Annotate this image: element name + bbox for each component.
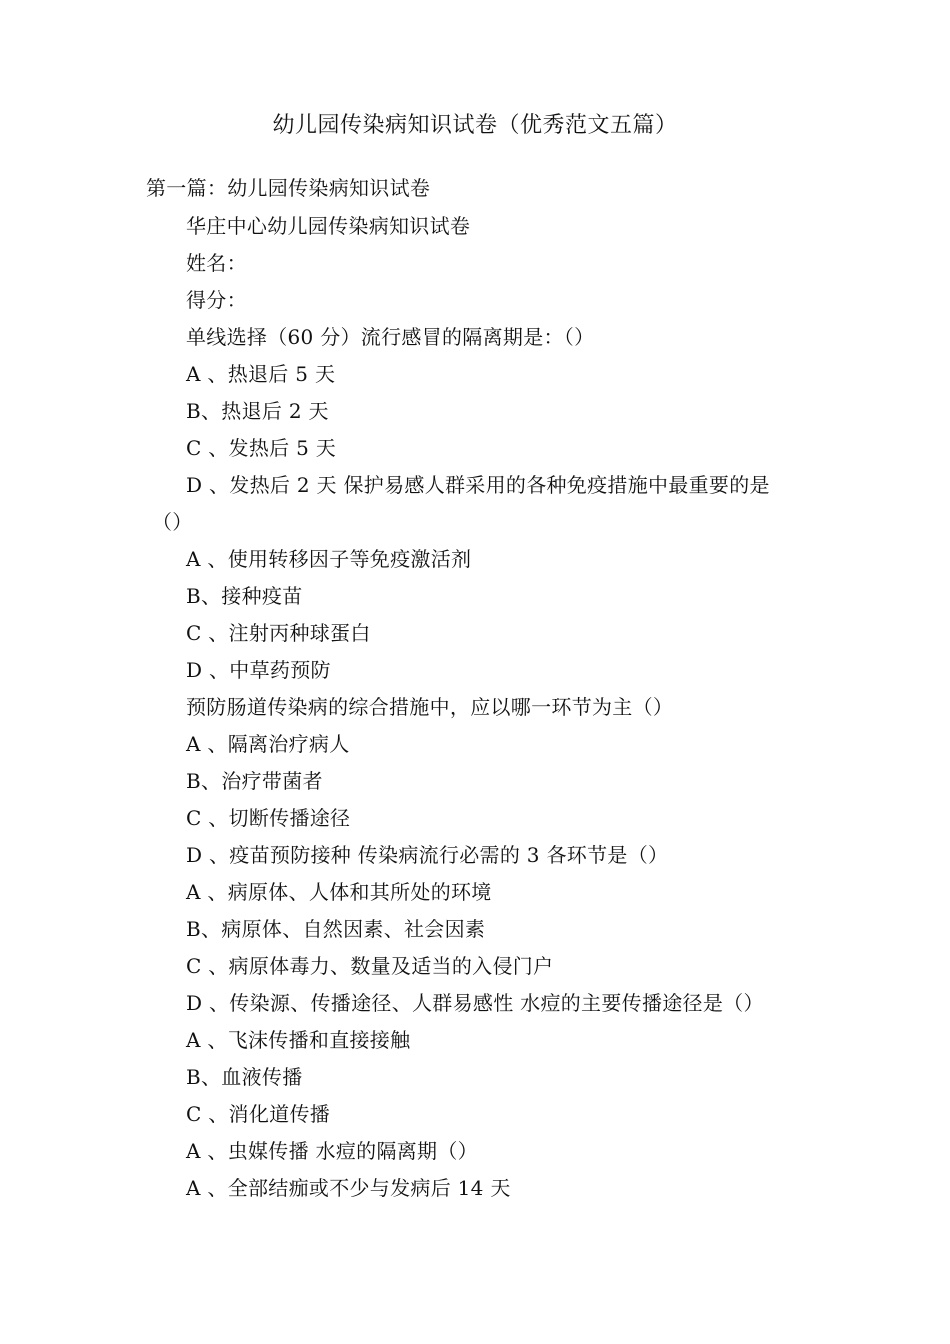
answer-option: C 、注射丙种球蛋白 xyxy=(186,621,371,645)
answer-option: A 、热退后 5 天 xyxy=(186,362,336,386)
text-line: 单线选择（60 分）流行感冒的隔离期是：（） xyxy=(186,325,595,349)
answer-option: A 、虫媒传播 水痘的隔离期（） xyxy=(186,1139,478,1163)
answer-option: C 、发热后 5 天 xyxy=(186,436,337,460)
answer-option: B、热退后 2 天 xyxy=(186,399,329,423)
answer-option: A 、飞沫传播和直接接触 xyxy=(186,1028,411,1052)
answer-option: B、血液传播 xyxy=(186,1065,303,1089)
section-heading: 第一篇：幼儿园传染病知识试卷 xyxy=(146,176,431,200)
text-line: 华庄中心幼儿园传染病知识试卷 xyxy=(186,214,471,238)
answer-option: B、病原体、自然因素、社会因素 xyxy=(186,917,486,941)
answer-option: D 、传染源、传播途径、人群易感性 水痘的主要传播途径是（） xyxy=(186,991,764,1015)
text-line: 姓名： xyxy=(186,251,247,275)
answer-option: A 、病原体、人体和其所处的环境 xyxy=(186,880,492,904)
answer-option: C 、切断传播途径 xyxy=(186,806,351,830)
document-title: 幼儿园传染病知识试卷（优秀范文五篇） xyxy=(272,113,678,138)
answer-option: C 、病原体毒力、数量及适当的入侵门户 xyxy=(186,954,554,978)
answer-option: D 、疫苗预防接种 传染病流行必需的 3 各环节是（） xyxy=(186,843,669,867)
answer-option: B、治疗带菌者 xyxy=(186,769,323,793)
text-line: （） xyxy=(152,510,193,534)
document-body xyxy=(146,208,816,1207)
answer-option: C 、消化道传播 xyxy=(186,1102,331,1126)
answer-option: D 、发热后 2 天 保护易感人群采用的各种免疫措施中最重要的是 xyxy=(186,473,770,497)
answer-option: B、接种疫苗 xyxy=(186,584,303,608)
text-line: 预防肠道传染病的综合措施中，应以哪一环节为主（） xyxy=(186,695,674,719)
answer-option: A 、隔离治疗病人 xyxy=(186,732,350,756)
answer-option: D 、中草药预防 xyxy=(186,658,331,682)
answer-option: A 、全部结痂或不少与发病后 14 天 xyxy=(186,1176,511,1200)
text-line: 得分： xyxy=(186,288,247,312)
answer-option: A 、使用转移因子等免疫激活剂 xyxy=(186,547,472,571)
